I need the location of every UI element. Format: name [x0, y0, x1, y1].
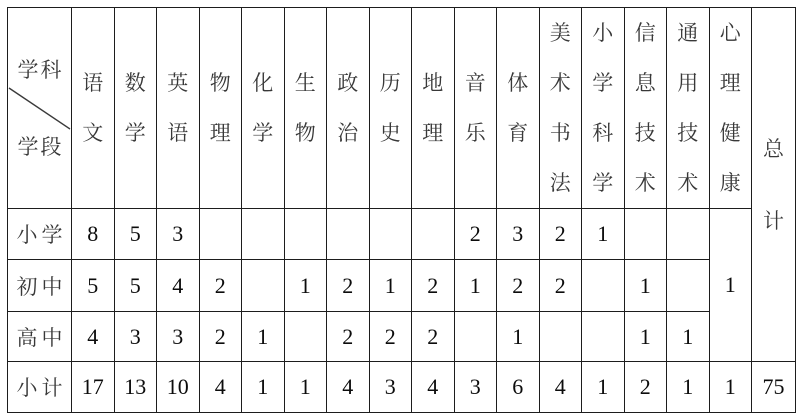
col-header-math — [114, 8, 157, 209]
corner-cell — [8, 8, 72, 209]
data-cell — [412, 209, 455, 260]
col-header-chinese — [72, 8, 115, 209]
subtotal-cell: 4 — [327, 362, 370, 413]
data-cell — [667, 209, 710, 260]
subtotal-cell: 1 — [582, 362, 625, 413]
table-row-subtotal — [8, 362, 796, 413]
col-header-text: 通用技术 — [677, 21, 699, 195]
data-cell: 2 — [327, 260, 370, 312]
data-cell: 1 — [284, 260, 327, 312]
data-cell: 3 — [157, 209, 200, 260]
subtotal-cell: 1 — [242, 362, 285, 413]
data-cell: 1 — [667, 312, 710, 362]
data-cell: 2 — [199, 312, 242, 362]
col-header-text: 音乐 — [464, 71, 486, 145]
row-label-primary: 小学 — [8, 209, 72, 260]
col-header-text: 信息技术 — [634, 21, 656, 195]
subtotal-cell: 3 — [369, 362, 412, 413]
merged-mental-health-cell: 1 — [709, 209, 752, 362]
data-cell: 1 — [454, 260, 497, 312]
col-header-text: 小学科学 — [592, 21, 614, 195]
corner-label-stage: 学段 — [17, 134, 64, 159]
col-header-politics — [327, 8, 370, 209]
data-cell: 4 — [157, 260, 200, 312]
data-cell: 2 — [497, 260, 540, 312]
col-header-text: 体育 — [507, 71, 529, 145]
data-cell: 8 — [72, 209, 115, 260]
col-header-info-tech — [624, 8, 667, 209]
data-cell: 2 — [539, 260, 582, 312]
subtotal-cell: 1 — [284, 362, 327, 413]
col-header-grand-total — [752, 8, 796, 362]
data-cell: 1 — [624, 260, 667, 312]
corner-box — [8, 8, 71, 208]
data-cell — [582, 312, 625, 362]
col-header-physics — [199, 8, 242, 209]
subtotal-cell: 4 — [199, 362, 242, 413]
data-cell — [242, 209, 285, 260]
table-row-senior — [8, 312, 796, 362]
col-header-primary-science — [582, 8, 625, 209]
data-cell — [454, 312, 497, 362]
data-cell: 3 — [497, 209, 540, 260]
col-header-chemistry — [242, 8, 285, 209]
data-cell — [624, 209, 667, 260]
col-header-text: 语文 — [82, 71, 104, 145]
col-header-text: 地理 — [422, 71, 444, 145]
data-cell: 2 — [199, 260, 242, 312]
row-label-junior: 初中 — [8, 260, 72, 312]
data-cell: 2 — [327, 312, 370, 362]
col-header-text: 生物 — [294, 71, 316, 145]
col-header-general-tech — [667, 8, 710, 209]
diagonal-line — [8, 86, 71, 131]
data-cell — [242, 260, 285, 312]
row-label-subtotal: 小计 — [8, 362, 72, 413]
subtotal-cell: 2 — [624, 362, 667, 413]
data-cell: 2 — [454, 209, 497, 260]
subtotal-cell: 17 — [72, 362, 115, 413]
col-header-mental-health — [709, 8, 752, 209]
table-row-primary — [8, 209, 796, 260]
col-header-pe — [497, 8, 540, 209]
data-cell: 1 — [624, 312, 667, 362]
col-header-text: 历史 — [379, 71, 401, 145]
subtotal-cell: 1 — [709, 362, 752, 413]
subtotal-cell: 4 — [412, 362, 455, 413]
subtotal-cell: 4 — [539, 362, 582, 413]
header-row — [8, 8, 796, 209]
data-cell: 1 — [242, 312, 285, 362]
data-cell: 5 — [114, 260, 157, 312]
row-label-senior: 高中 — [8, 312, 72, 362]
col-header-art-calligraphy — [539, 8, 582, 209]
subtotal-cell: 10 — [157, 362, 200, 413]
data-cell: 5 — [72, 260, 115, 312]
subtotal-cell: 6 — [497, 362, 540, 413]
data-cell: 3 — [157, 312, 200, 362]
col-header-text: 化学 — [252, 71, 274, 145]
data-cell: 4 — [72, 312, 115, 362]
data-cell: 2 — [412, 260, 455, 312]
data-cell: 1 — [582, 209, 625, 260]
data-cell: 1 — [369, 260, 412, 312]
data-cell: 2 — [369, 312, 412, 362]
col-header-text: 英语 — [167, 71, 189, 145]
subtotal-cell: 3 — [454, 362, 497, 413]
data-cell — [582, 260, 625, 312]
data-cell — [667, 260, 710, 312]
col-header-text: 数学 — [124, 71, 146, 145]
grand-total-cell: 75 — [752, 362, 796, 413]
data-cell: 1 — [497, 312, 540, 362]
data-cell: 5 — [114, 209, 157, 260]
data-cell — [284, 312, 327, 362]
data-cell: 3 — [114, 312, 157, 362]
col-header-history — [369, 8, 412, 209]
col-header-geography — [412, 8, 455, 209]
col-header-biology — [284, 8, 327, 209]
corner-label-subject: 学科 — [17, 57, 64, 82]
data-cell — [284, 209, 327, 260]
data-cell — [369, 209, 412, 260]
subjects-by-stage-table — [7, 7, 796, 413]
subtotal-cell: 1 — [667, 362, 710, 413]
data-cell: 2 — [412, 312, 455, 362]
col-header-english — [157, 8, 200, 209]
data-cell — [539, 312, 582, 362]
data-cell — [327, 209, 370, 260]
col-header-music — [454, 8, 497, 209]
data-cell — [199, 209, 242, 260]
data-cell: 2 — [539, 209, 582, 260]
col-header-text: 美术书法 — [549, 21, 571, 195]
grand-total-header-text: 总计 — [762, 136, 784, 233]
subtotal-cell: 13 — [114, 362, 157, 413]
table-row-junior — [8, 260, 796, 312]
col-header-text: 物理 — [209, 71, 231, 145]
col-header-text: 政治 — [337, 71, 359, 145]
col-header-text: 心理健康 — [719, 21, 741, 195]
